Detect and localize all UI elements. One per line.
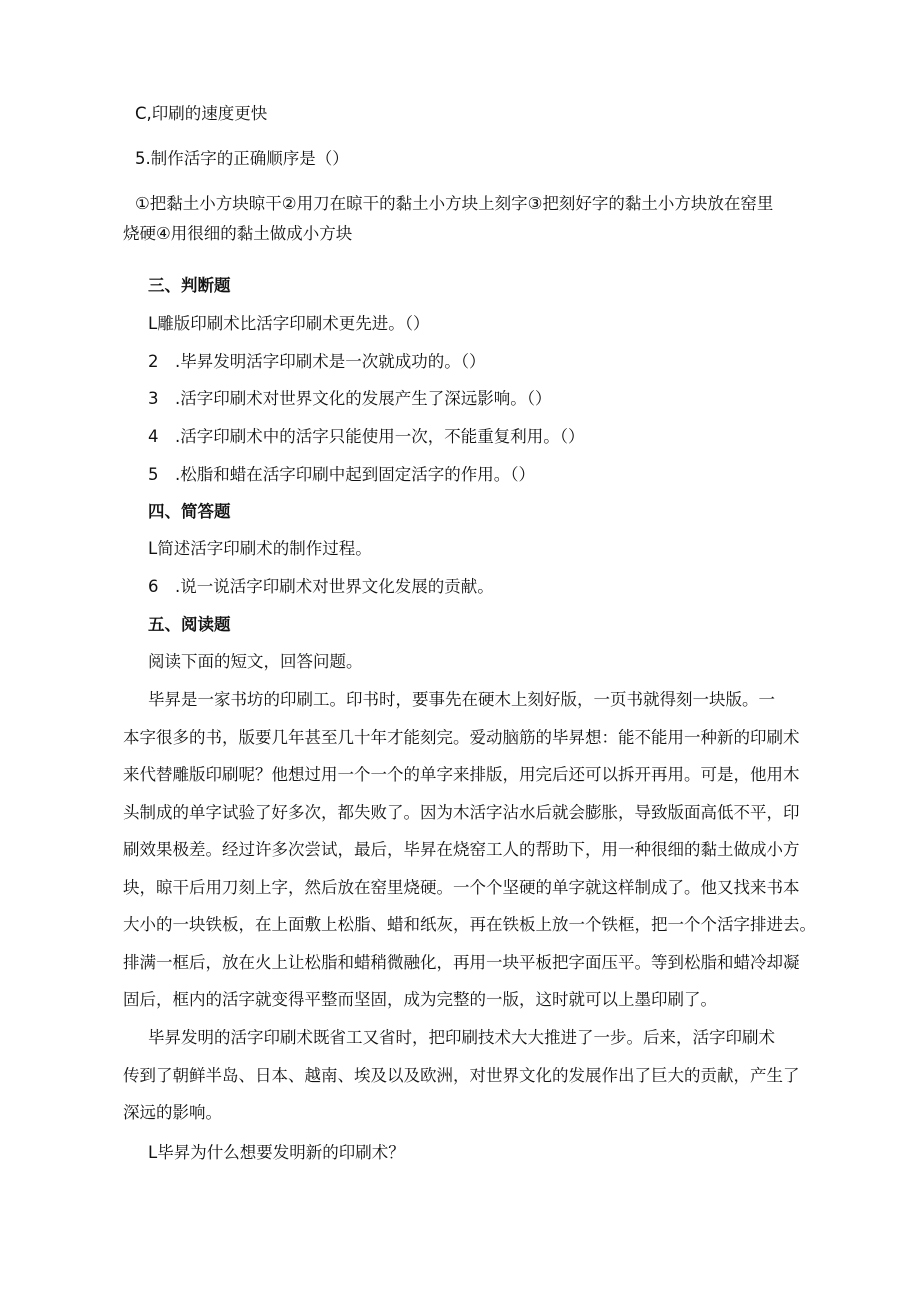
judge-item: L雕版印刷术比活字印刷术更先进。（） xyxy=(148,314,430,333)
passage-line: 来代替雕版印刷呢？他想过用一个一个的单字来排版，用完后还可以拆开再用。可是，他用木 xyxy=(123,765,800,784)
passage-line: 大小的一块铁板，在上面敷上松脂、蜡和纸灰，再在铁板上放一个铁框，把一个个活字排进去。 xyxy=(123,915,816,934)
passage-line: 毕昇发明的活字印刷术既省工又省时，把印刷技术大大推进了一步。后来，活字印刷术 xyxy=(148,1028,775,1047)
passage-line: 本字很多的书，版要几年甚至几十年才能刻完。爱动脑筋的毕昇想：能不能用一种新的印刷术 xyxy=(123,727,800,747)
section-title: 三、判断题 xyxy=(148,276,231,295)
section-title: 五、阅读题 xyxy=(148,615,231,634)
q5-options-line: ①把黏土小方块晾干②用刀在晾干的黏土小方块上刻字③把刻好字的黏土小方块放在窑里 xyxy=(135,194,774,213)
short-answer-item: 6 .说一说活字印刷术对世界文化发展的贡献。 xyxy=(148,577,494,596)
passage-line: 毕昇是一家书坊的印刷工。印书时，要事先在硬木上刻好版，一页书就得刻一块版。一 xyxy=(148,690,775,709)
short-answer-item: L简述活字印刷术的制作过程。 xyxy=(148,539,372,558)
judge-item: 4 .活字印刷术中的活字只能使用一次，不能重复利用。（） xyxy=(148,427,585,446)
section-title: 四、简答题 xyxy=(148,502,231,521)
reading-intro: 阅读下面的短文，回答问题。 xyxy=(148,652,363,671)
passage-line: 传到了朝鲜半岛、日本、越南、埃及以及欧洲，对世界文化的发展作出了巨大的贡献，产生了 xyxy=(123,1065,800,1085)
reading-question-1: L毕昇为什么想要发明新的印刷术？ xyxy=(148,1143,405,1162)
question-5: 5.制作活字的正确顺序是（） xyxy=(135,149,349,168)
passage-line: 块，晾干后用刀刻上字，然后放在窑里烧硬。一个个坚硬的单字就这样制成了。他又找来书本 xyxy=(123,877,800,897)
q4-option-c: C,印刷的速度更快 xyxy=(135,104,268,123)
passage-line: 排满一框后，放在火上让松脂和蜡稍微融化，再用一块平板把字面压平。等到松脂和蜡冷却凝 xyxy=(123,952,800,972)
passage-line: 固后，框内的活字就变得平整而坚固，成为完整的一版，这时就可以上墨印刷了。 xyxy=(123,990,717,1009)
judge-item: 2 .毕昇发明活字印刷术是一次就成功的。（） xyxy=(148,352,486,371)
passage-line: 头制成的单字试验了好多次，都失败了。因为木活字沾水后就会膨胀，导致版面高低不平，印 xyxy=(123,802,800,822)
passage-line: 深远的影响。 xyxy=(123,1103,222,1122)
judge-item: 5 .松脂和蜡在活字印刷中起到固定活字的作用。（） xyxy=(148,465,535,484)
q5-options-line: 烧硬④用很细的黏土做成小方块 xyxy=(123,224,353,243)
passage-line: 刷效果极差。经过许多次尝试，最后，毕昇在烧窑工人的帮助下，用一种很细的黏土做成小方 xyxy=(123,840,800,859)
judge-item: 3 .活字印刷术对世界文化的发展产生了深远影响。（） xyxy=(148,389,552,408)
